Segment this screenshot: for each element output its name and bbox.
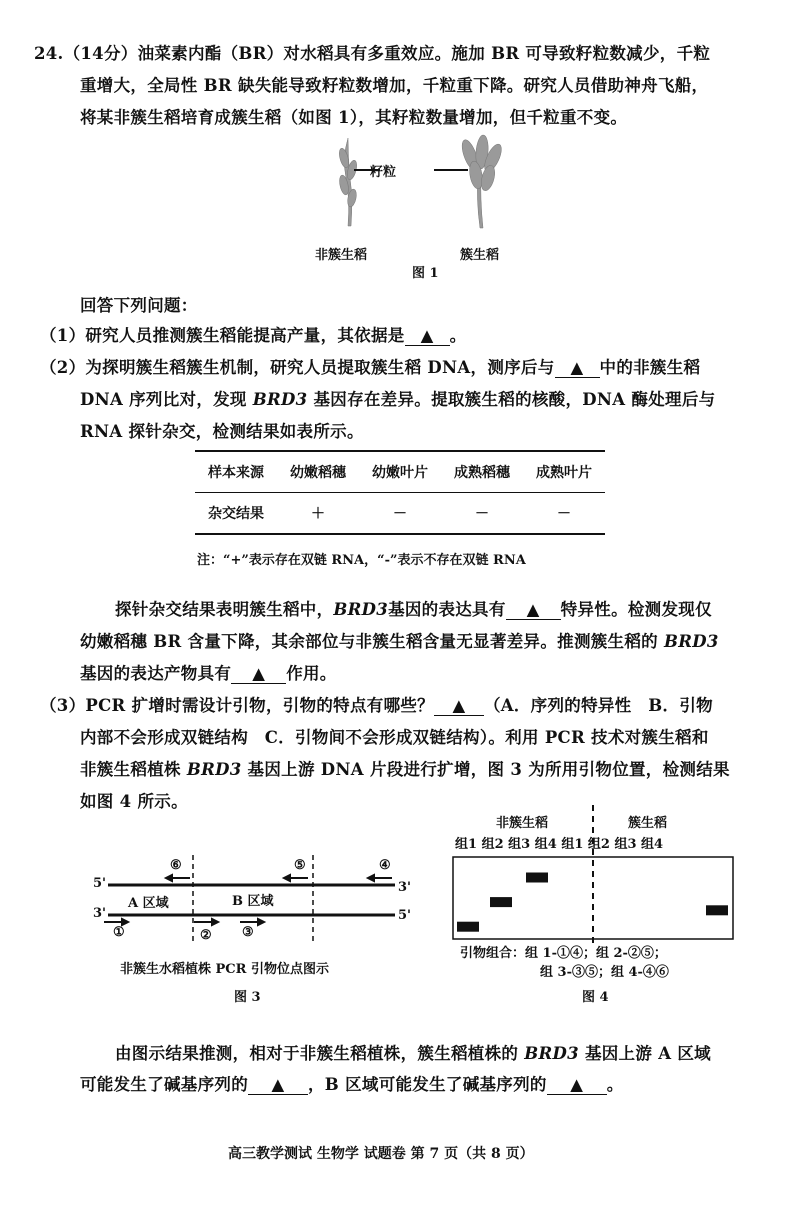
fig3-caption: 图 3 — [234, 990, 261, 1005]
table-cell: － — [523, 493, 605, 535]
region-b-label: B 区域 — [232, 894, 274, 909]
table-note: 注：“+”表示存在双链 RNA，“-”表示不存在双链 RNA — [197, 553, 526, 568]
part-2b-line-2 — [80, 628, 719, 652]
part-3-text-1b: （A．序列的特异性 B．引物 — [483, 696, 713, 715]
figure-1-rice-plants — [320, 130, 520, 240]
gene-name: BRD3 — [524, 1044, 579, 1063]
part-2-text-1b: 中的非簇生稻 — [599, 358, 701, 377]
fig4-legend-1: 引物组合：组 1-①④；组 2-②⑤； — [460, 946, 667, 961]
table-header: 幼嫩稻穗 — [277, 451, 359, 493]
table-cell: － — [441, 493, 523, 535]
non-cluster-rice-image — [338, 138, 359, 226]
part-2-line-2 — [80, 386, 715, 410]
question-line-3: 将某非簇生稻培育成簇生稻（如图 1），其籽粒数量增加，但千粒重不变。 — [80, 108, 628, 127]
cluster-rice-image — [459, 135, 505, 228]
primer-2-label: ② — [200, 928, 212, 943]
question-line-2: 重增大，全局性 BR 缺失能导致籽粒数增加，千粒重下降。研究人员借助神舟飞船， — [80, 76, 709, 95]
gel-band — [526, 873, 548, 883]
question-line-1: 24.（14分）油菜素内酯（BR）对水稻具有多重效应。施加 BR 可导致籽粒数减少，千粒 — [34, 44, 711, 63]
gel-bands — [457, 873, 728, 932]
fig1-grain-label: 籽粒 — [370, 165, 397, 180]
final-line-1 — [115, 1040, 711, 1064]
table-header: 成熟稻穗 — [441, 451, 523, 493]
answer-blank-5[interactable]: ▲ — [434, 696, 484, 716]
lane-label: 组3 — [614, 837, 637, 852]
gene-name: BRD3 — [252, 390, 308, 409]
answer-blank-7[interactable]: ▲ — [547, 1075, 607, 1095]
strand-bottom-3prime: 3' — [93, 906, 107, 921]
lane-label: 组4 — [534, 837, 557, 852]
figure-4-gel — [450, 805, 740, 945]
part-3-text-3: 非簇生稻植株 — [80, 760, 187, 779]
part-2b-line-1 — [115, 596, 712, 620]
table-cell: ＋ — [277, 493, 359, 535]
answer-blank-1[interactable]: ▲ — [405, 326, 450, 346]
part-1-line — [40, 322, 466, 346]
part-2b-text-3b: 作用。 — [286, 664, 337, 683]
fig3-subtitle: 非簇生水稻植株 PCR 引物位点图示 — [120, 962, 329, 977]
part-2b-text-1: 探针杂交结果表明簇生稻中， — [115, 600, 334, 619]
gel-band — [706, 905, 728, 915]
part-3-line-4: 如图 4 所示。 — [80, 792, 188, 811]
strand-top-5prime: 5' — [93, 876, 107, 891]
lane-label: 组1 — [455, 837, 478, 852]
strand-bottom-5prime: 5' — [398, 908, 412, 923]
strand-top-3prime: 3' — [398, 880, 412, 895]
region-a-label: A 区域 — [128, 896, 169, 911]
part-2b-text-3: 基因的表达产物具有 — [80, 664, 232, 683]
table-header: 成熟叶片 — [523, 451, 605, 493]
fig4-caption: 图 4 — [582, 990, 609, 1005]
primer-4-label: ④ — [379, 858, 391, 873]
lane-label: 组4 — [641, 837, 664, 852]
answer-blank-2[interactable]: ▲ — [555, 358, 600, 378]
part-3-line-1 — [40, 692, 713, 716]
lane-label: 组2 — [587, 837, 610, 852]
final-text-1: 由图示结果推测，相对于非簇生稻植株，簇生稻植株的 — [115, 1044, 525, 1063]
answer-intro: 回答下列问题： — [80, 296, 198, 315]
part-1-end: 。 — [449, 326, 467, 345]
part-2b-text-2: 幼嫩稻穗 BR 含量下降，其余部位与非簇生稻含量无显著差异。推测簇生稻的 — [80, 632, 664, 651]
part-3-line-3 — [80, 756, 730, 780]
primer-5-label: ⑤ — [294, 858, 306, 873]
part-2-line-1 — [40, 354, 700, 378]
table-row — [195, 493, 605, 535]
answer-blank-3[interactable]: ▲ — [506, 600, 561, 620]
gene-name: BRD3 — [664, 632, 719, 651]
table-header: 样本来源 — [195, 451, 277, 493]
gel-band — [490, 897, 512, 907]
part-2-text-2: DNA 序列比对，发现 — [80, 390, 253, 409]
part-2-line-3: RNA 探针杂交，检测结果如表所示。 — [80, 422, 364, 441]
final-text-2: 可能发生了碱基序列的 — [80, 1075, 248, 1094]
fig1-left-label: 非簇生稻 — [315, 248, 368, 263]
page-footer: 高三教学测试 生物学 试题卷 第 7 页（共 8 页） — [228, 1146, 534, 1162]
fig1-right-label: 簇生稻 — [460, 248, 500, 263]
final-line-2 — [80, 1071, 624, 1095]
gene-name: BRD3 — [186, 760, 242, 779]
final-text-2b: ，B 区域可能发生了碱基序列的 — [308, 1075, 547, 1094]
fig1-caption: 图 1 — [412, 266, 439, 281]
primer-1-label: ① — [113, 925, 125, 940]
table-header-row — [195, 451, 605, 493]
lane-label: 组3 — [508, 837, 531, 852]
part-1-text: （1）研究人员推测簇生稻能提高产量，其依据是 — [40, 326, 405, 345]
part-2-text-1: （2）为探明簇生稻簇生机制，研究人员提取簇生稻 DNA，测序后与 — [40, 358, 555, 377]
hybridization-table — [195, 450, 605, 535]
primer-6-label: ⑥ — [170, 858, 182, 873]
answer-blank-4[interactable]: ▲ — [231, 664, 286, 684]
table-cell: － — [359, 493, 441, 535]
part-3-text-3b: 基因上游 DNA 片段进行扩增，图 3 为所用引物位置，检测结果 — [241, 760, 730, 779]
table-header: 幼嫩叶片 — [359, 451, 441, 493]
part-2-text-2b: 基因存在差异。提取簇生稻的核酸，DNA 酶处理后与 — [307, 390, 716, 409]
gel-band — [457, 922, 479, 932]
primer-3-label: ③ — [242, 925, 254, 940]
fig4-group-nonclustered: 非簇生稻 — [496, 816, 549, 831]
answer-blank-6[interactable]: ▲ — [248, 1075, 308, 1095]
final-text-2c: 。 — [606, 1075, 624, 1094]
table-row-label: 杂交结果 — [195, 493, 277, 535]
part-3-line-2: 内部不会形成双链结构 C．引物间不会形成双链结构）。利用 PCR 技术对簇生稻和 — [80, 728, 709, 747]
fig4-group-clustered: 簇生稻 — [628, 816, 668, 831]
lane-label: 组1 — [561, 837, 584, 852]
final-text-1b: 基因上游 A 区域 — [578, 1044, 711, 1063]
part-2b-line-3 — [80, 660, 337, 684]
gene-name: BRD3 — [333, 600, 389, 619]
part-2b-text-1c: 特异性。检测发现仅 — [560, 600, 712, 619]
part-3-text-1: （3）PCR 扩增时需设计引物，引物的特点有哪些？ — [40, 696, 434, 715]
fig4-legend-2: 组 3-③⑤；组 4-④⑥ — [540, 965, 669, 980]
lane-label: 组2 — [481, 837, 504, 852]
part-2b-text-1b: 基因的表达具有 — [388, 600, 506, 619]
